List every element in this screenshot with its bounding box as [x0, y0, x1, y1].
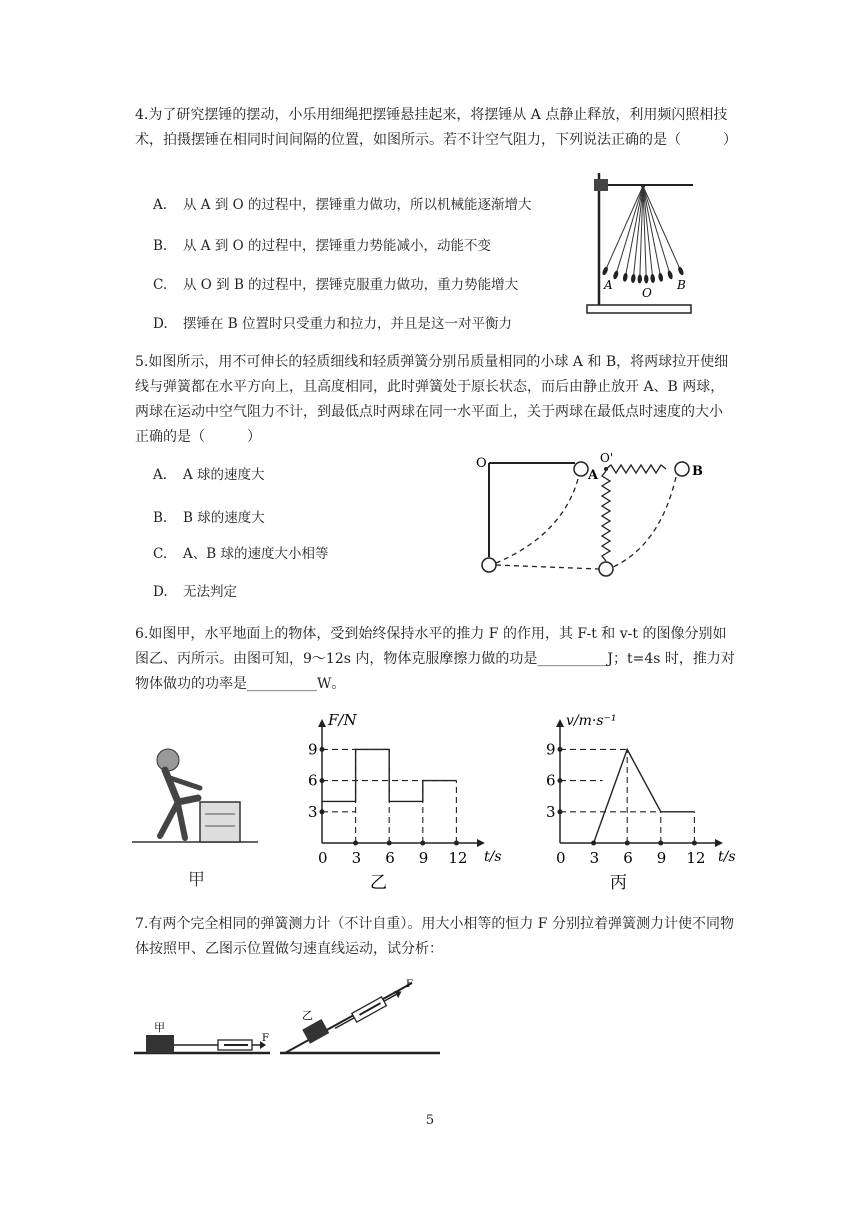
- stand-clamp: [594, 179, 608, 191]
- path-a-dashed: [496, 479, 578, 563]
- pendulum-bob: [612, 270, 619, 280]
- q4-option-d-text: 摆锤在 B 位置时只受重力和拉力，并且是这一对平衡力: [183, 316, 513, 332]
- block-jia: [146, 1035, 174, 1053]
- q5-option-c-text: A、B 球的速度大小相等: [183, 546, 329, 562]
- pendulum-bob: [677, 266, 685, 276]
- chart-bing-y-arrow: [556, 719, 564, 727]
- spring-vertical: [602, 471, 610, 561]
- label-jia: 甲: [154, 1021, 165, 1034]
- question-6-stem: 6.如图甲，水平地面上的物体，受到始终保持水平的推力 F 的作用，其 F-t 和 v-t 的图像分别如图乙、丙所示。由图可知，9～12s 内，物体克服摩擦力做的功是__________J；t=4s 时，推力对物体做功的功率是__________W。: [135, 626, 735, 692]
- pendulum-label-o: O: [642, 286, 652, 300]
- caption-jia: 甲: [188, 870, 205, 890]
- pendulum-string: [606, 186, 643, 268]
- ball-a-bottom: [482, 558, 496, 572]
- q5-option-b-text: B 球的速度大: [183, 510, 265, 526]
- ball-a-start: [574, 462, 588, 476]
- chart-yi-xlabel: t/s: [484, 849, 502, 865]
- chart-yi-y-tick-label: 3: [308, 802, 318, 821]
- chart-bing-xlabel: t/s: [718, 849, 736, 865]
- path-b-dashed: [613, 477, 676, 567]
- question-5-stem: 5.如图所示，用不可伸长的轻质细线和轻质弹簧分别吊质量相同的小球 A 和 B，将两球拉开使细线与弹簧都在水平方向上，且高度相同，此时弹簧处于原长状态，而后由静止放开 A、B 两球，两球在运动中空气阻力不计，到最低点时两球在同一水平面上，关于两球在最低点时速度的大小正确的是（ ）: [135, 354, 729, 445]
- stand-base: [587, 305, 691, 313]
- chart-f-t: [292, 705, 507, 890]
- pendulum-bob: [601, 266, 609, 276]
- chart-bing-x-tick-label: 6: [623, 849, 633, 867]
- chart-yi-x-tick-label: 9: [418, 849, 429, 867]
- chart-bing-x-tick-label: 9: [656, 849, 667, 867]
- pendulum-string: [643, 186, 680, 268]
- chart-yi-y-tick-label: 9: [308, 740, 318, 759]
- chart-bing-y-tick-label: 3: [546, 802, 556, 821]
- chart-bing-caption: 丙: [610, 873, 627, 890]
- figure-jia: [130, 740, 260, 890]
- q5-option-d[interactable]: [153, 580, 237, 600]
- chart-yi-x-tick-label: 3: [351, 849, 362, 867]
- q5-option-b[interactable]: [153, 506, 265, 526]
- label-f-yi: F: [406, 979, 413, 990]
- person-head: [157, 749, 179, 771]
- chart-bing-x-tick-label: 12: [686, 849, 706, 867]
- label-o-prime: O': [600, 451, 614, 465]
- q5-option-c[interactable]: [153, 542, 328, 562]
- chart-bing-x-tick-label: 0: [556, 849, 566, 867]
- q5-option-b-letter: B.: [153, 510, 168, 526]
- label-o: O: [476, 456, 487, 471]
- chart-bing-ylabel: v/m·s⁻¹: [566, 713, 617, 729]
- pendulum-strings: [606, 186, 679, 276]
- q4-option-a-letter: A.: [153, 197, 168, 213]
- q5-option-d-text: 无法判定: [183, 584, 237, 600]
- label-f-jia: F: [262, 1033, 269, 1044]
- spring-string-figure: [470, 445, 710, 580]
- pendulum-label-b: B: [677, 278, 686, 292]
- pendulum-bob: [622, 272, 628, 282]
- pendulum-label-a: A: [604, 278, 613, 292]
- block-yi: [302, 1019, 329, 1044]
- ball-b-bottom: [599, 562, 613, 576]
- chart-bing-series-line: [594, 749, 695, 843]
- person-legs: [160, 802, 185, 838]
- q5-option-a-letter: A.: [153, 467, 168, 483]
- q4-option-a[interactable]: [153, 193, 531, 213]
- chart-yi-ylabel: F/N: [328, 711, 357, 729]
- q4-option-b-letter: B.: [153, 238, 168, 254]
- q5-option-d-letter: D.: [153, 584, 168, 600]
- pendulum-bob: [658, 272, 664, 282]
- pendulum-bob: [644, 274, 649, 283]
- q5-option-c-letter: C.: [153, 546, 168, 562]
- pendulum-bob: [650, 274, 655, 283]
- pendulum-bob: [631, 274, 636, 283]
- chart-yi-x-arrow: [477, 839, 485, 847]
- chart-yi-x-tick-label: 6: [385, 849, 395, 867]
- box: [200, 802, 240, 842]
- q4-option-a-text: 从 A 到 O 的过程中，摆锤重力做功，所以机械能逐渐增大: [183, 197, 532, 213]
- pendulum-bob: [667, 270, 674, 280]
- q4-option-d-letter: D.: [153, 316, 168, 332]
- page-number: 5: [425, 1113, 435, 1128]
- bottom-level-dashed: [496, 565, 599, 569]
- chart-bing-x-tick-label: 3: [589, 849, 600, 867]
- pendulum-bobs: [601, 266, 684, 284]
- q4-option-c-letter: C.: [153, 277, 168, 293]
- q5-option-a-text: A 球的速度大: [183, 467, 265, 483]
- pendulum-string: [617, 186, 643, 272]
- q4-option-d[interactable]: [153, 312, 512, 332]
- q4-option-c[interactable]: [153, 273, 518, 293]
- chart-v-t: [530, 705, 750, 890]
- pendulum-string: [643, 186, 669, 272]
- pendulum-figure: [585, 165, 697, 317]
- chart-yi-x-tick-label: 12: [448, 849, 468, 867]
- chart-yi-x-tick-label: 0: [318, 849, 328, 867]
- chart-yi-y-arrow: [318, 719, 326, 727]
- question-7-stem: 7.有两个完全相同的弹簧测力计（不计自重）。用大小相等的恒力 F 分别拉着弹簧测力计使不同物体按照甲、乙图示位置做匀速直线运动，试分析：: [135, 916, 734, 957]
- figure-spring-scale: [130, 975, 450, 1065]
- chart-bing-y-tick-label: 6: [546, 771, 556, 790]
- pendulum-bob: [637, 274, 642, 283]
- q4-option-b-text: 从 A 到 O 的过程中，摆锤重力势能减小，动能不变: [183, 238, 491, 254]
- spring-horizontal: [606, 465, 666, 473]
- q4-option-b[interactable]: [153, 234, 491, 254]
- chart-yi-y-tick-label: 6: [308, 771, 318, 790]
- chart-yi-caption: 乙: [370, 873, 387, 890]
- question-4-stem: 4.为了研究摆锤的摆动，小乐用细绳把摆锤悬挂起来，将摆锤从 A 点静止释放，利用频闪照相技术，拍摄摆锤在相同时间间隔的位置，如图所示。若不计空气阻力，下列说法正确的是（ ）: [135, 107, 737, 148]
- chart-bing-y-tick-label: 9: [546, 740, 556, 759]
- q4-option-c-text: 从 O 到 B 的过程中，摆锤克服重力做功，重力势能增大: [183, 277, 519, 293]
- chart-bing-x-arrow: [715, 839, 723, 847]
- label-yi: 乙: [302, 1009, 313, 1022]
- label-a: A: [588, 468, 599, 483]
- chart-yi-series-line: [322, 749, 456, 801]
- ball-b-start: [675, 462, 689, 476]
- q5-option-a[interactable]: [153, 463, 265, 483]
- label-b: B: [692, 464, 703, 479]
